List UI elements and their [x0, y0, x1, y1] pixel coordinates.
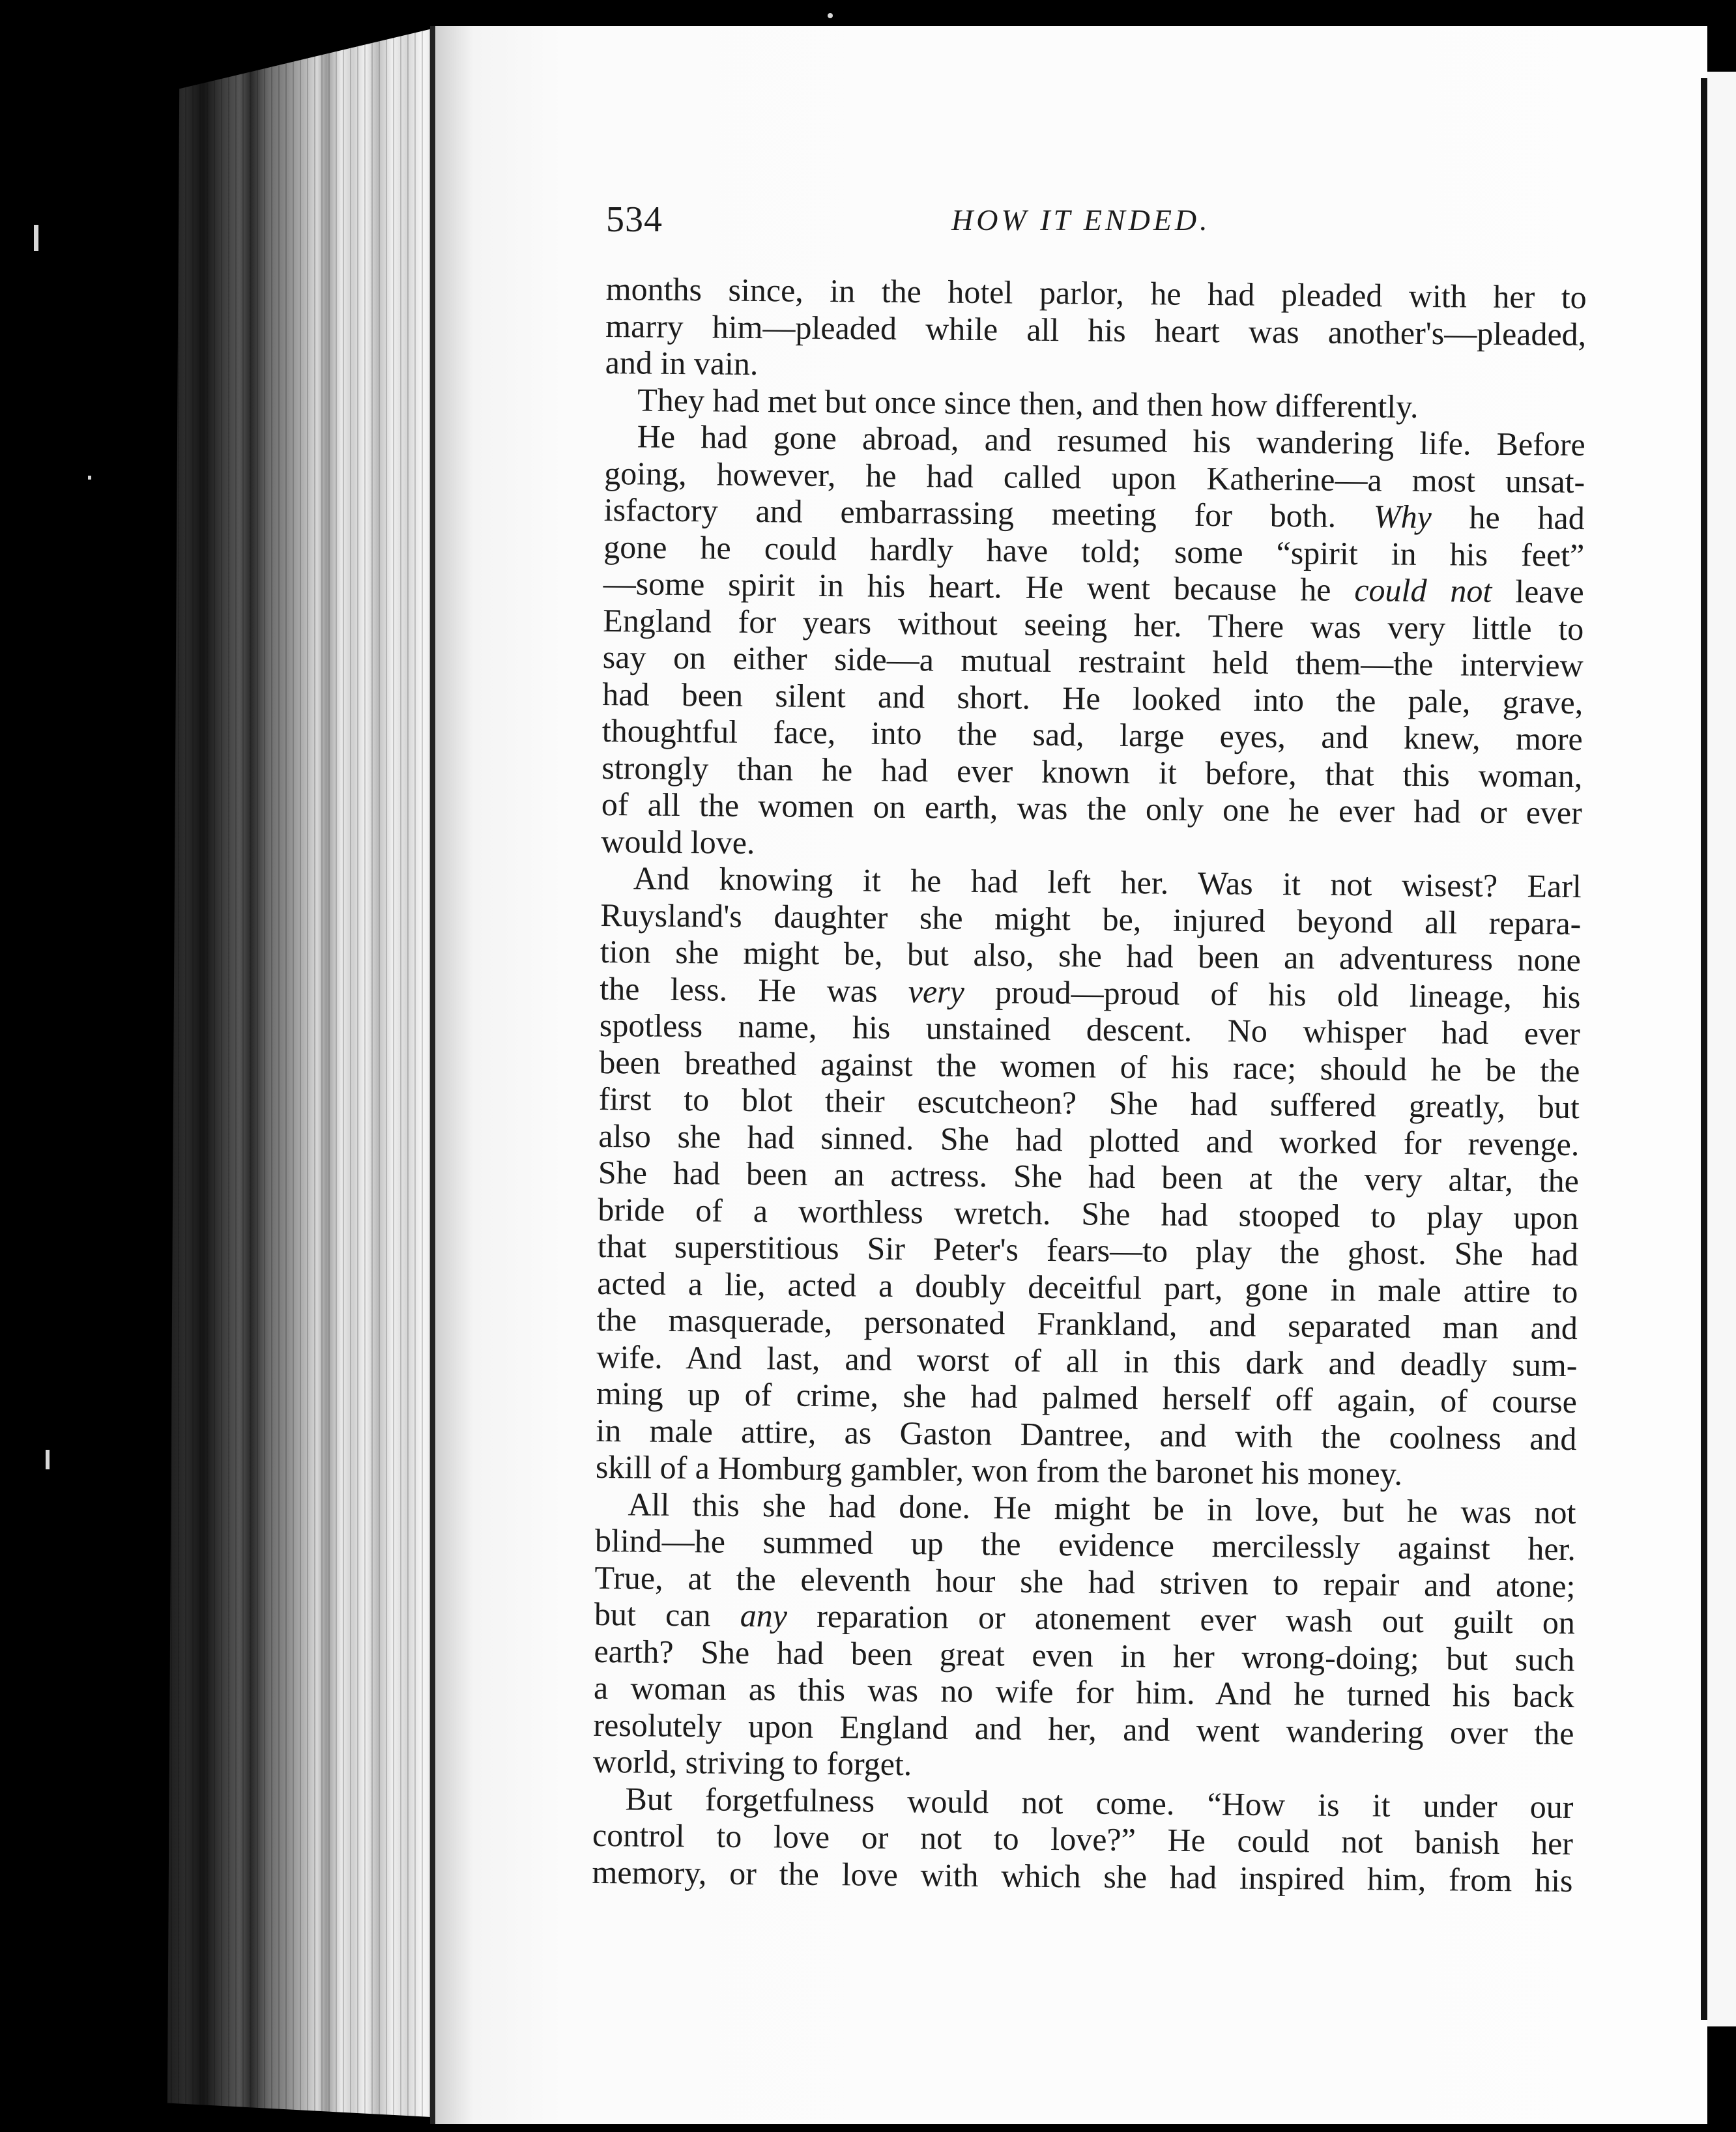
text-run: Ruysland's daughter she might be, injured beyond all repara-	[600, 896, 1582, 942]
text-run: wife. And last, and worst of all in this dark and deadly sum-	[596, 1338, 1578, 1383]
text-run: first to blot their escutcheon? She had suffered greatly, but	[598, 1080, 1580, 1126]
running-title: HOW IT ENDED.	[951, 203, 1211, 237]
text-run: skill of a Homburg gambler, won from the baronet his money.	[595, 1448, 1403, 1492]
text-run: that superstitious Sir Peter's fears—to play the ghost. She had	[597, 1227, 1579, 1273]
text-run: proud—proud of his old lineage, his	[964, 973, 1581, 1015]
text-run: spotless name, his unstained descent. No whisper had ever	[599, 1006, 1581, 1052]
italic-emphasis: could not	[1354, 571, 1492, 609]
italic-emphasis: Why	[1373, 498, 1432, 536]
text-run: But forgetfulness would not come. “How is it under our	[625, 1779, 1574, 1825]
text-run: the less. He was	[600, 970, 909, 1009]
text-run: months since, in the hotel parlor, he had pleaded with her to	[605, 270, 1587, 316]
text-run: All this she had done. He might be in love, but he was not	[628, 1485, 1576, 1531]
text-run: say on either side—a mutual restraint held them—the interview	[602, 638, 1584, 684]
text-run: in male attire, as Gaston Dantree, and with the coolness and	[596, 1411, 1577, 1457]
text-run: control to love or not to love?” He could not banish her	[592, 1816, 1574, 1862]
text-run: would love.	[601, 822, 755, 861]
gutter-shadow	[1701, 78, 1707, 2020]
text-run: gone he could hardly have told; some “spirit in his feet”	[603, 528, 1585, 573]
text-run: the masquerade, personated Frankland, and separated man and	[596, 1301, 1578, 1347]
text-run: but can	[594, 1595, 741, 1634]
text-run: And knowing it he had left her. Was it not wisest? Earl	[633, 859, 1582, 905]
text-run: had been silent and short. He looked into the pale, grave,	[602, 675, 1584, 721]
text-run: thoughtful face, into the sad, large eyes, and knew, more	[601, 712, 1584, 758]
text-run: going, however, he had called upon Katherine—a most unsat-	[604, 454, 1585, 500]
text-run: earth? She had been great even in her wrong-doing; but such	[594, 1632, 1575, 1678]
text-run: acted a lie, acted a doubly deceitful part, gone in male attire to	[597, 1264, 1578, 1310]
text-run: he had	[1431, 498, 1585, 537]
facing-page-edge	[1707, 72, 1736, 2026]
running-head	[606, 199, 1584, 257]
text-run: leave	[1492, 572, 1585, 611]
text-run: bride of a worthless wretch. She had stooped to play upon	[598, 1190, 1579, 1236]
text-run: She had been an actress. She had been at the very altar, the	[598, 1153, 1580, 1200]
text-run: a woman as this was no wife for him. And he turned his back	[593, 1669, 1575, 1715]
body-text	[592, 270, 1587, 1899]
text-run: also she had sinned. She had plotted and worked for revenge.	[598, 1117, 1580, 1162]
text-run: blind—he summed up the evidence mercilessly against her.	[594, 1521, 1576, 1568]
scan-speck	[88, 476, 91, 480]
text-run: and in vain.	[605, 343, 759, 382]
text-run: True, at the eleventh hour she had striven to repair and atone;	[594, 1559, 1576, 1604]
italic-emphasis: very	[908, 972, 965, 1010]
text-run: memory, or the love with which she had inspired him, from his	[592, 1853, 1573, 1899]
text-run: resolutely upon England and her, and went wandering over the	[593, 1706, 1574, 1751]
text-run: isfactory and embarrassing meeting for both.	[603, 491, 1374, 535]
text-run: England for years without seeing her. There was very little to	[603, 601, 1584, 647]
text-run: marry him—pleaded while all his heart was another's—pleaded,	[605, 307, 1587, 353]
text-run: He had gone abroad, and resumed his wandering life. Before	[637, 418, 1585, 463]
scan-speck	[46, 1450, 50, 1469]
text-run: tion she might be, but also, she had been an adventuress none	[600, 932, 1582, 979]
text-run: —some spirit in his heart. He went because he	[603, 564, 1355, 609]
text-run: been breathed against the women of his race; should he be the	[599, 1043, 1580, 1089]
text-run: strongly than he had ever known it before, that this woman,	[601, 749, 1583, 794]
page-number: 534	[606, 199, 663, 240]
italic-emphasis: any	[740, 1596, 788, 1634]
scan-speck	[34, 225, 38, 251]
text-run: of all the women on earth, was the only one he ever had or ever	[601, 785, 1583, 831]
text-run: ming up of crime, she had palmed herself off again, of course	[596, 1374, 1578, 1420]
page-edge-lines	[143, 26, 443, 2118]
scan-speck	[828, 13, 833, 18]
text-run: reparation or atonement ever wash out guilt on	[787, 1597, 1576, 1641]
text-run: world, striving to forget.	[592, 1742, 912, 1783]
text-run: They had met but once since then, and then how differently.	[637, 381, 1419, 425]
